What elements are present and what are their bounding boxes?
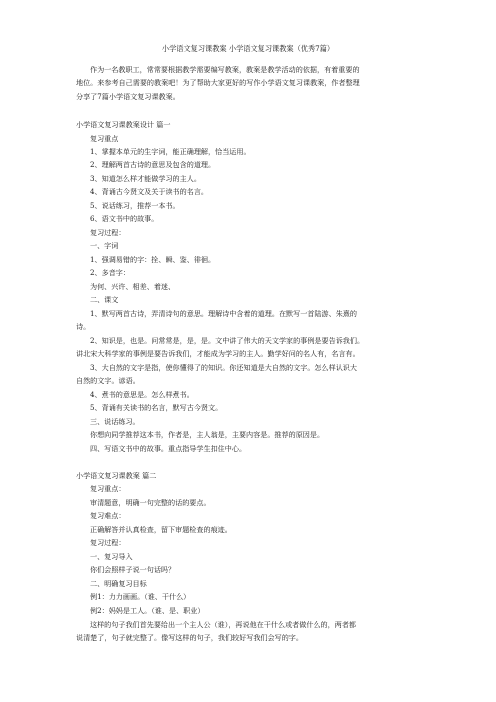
section1-line: 复习过程： [90, 228, 126, 237]
section2-line: 说清楚了，句子就完整了。像写这样的句子，我们较好写我们会写的字。 [76, 633, 303, 642]
section1-line: 3、知道怎么样才能做学习的主人。 [90, 174, 201, 183]
section1-line: 4、煮书的意思是。怎么样煮书。 [90, 390, 194, 399]
section1-line: 5、说话练习，推荐一本书。 [90, 201, 180, 210]
section2-line: 复习过程： [90, 538, 126, 547]
section1-line: 2、多音字： [90, 268, 130, 277]
section1-line: 自然的文字。谚语。 [76, 376, 140, 385]
section1-line: 2、理解两首古诗的意思及包含的道理。 [90, 160, 216, 169]
section2-line: 你们会照样子说一句话吗？ [90, 565, 176, 574]
document-title: 小学语文复习课教案 小学语文复习课教案（优秀7篇） [161, 44, 335, 53]
section1-line: 复习重点 [90, 134, 119, 143]
section1-line: 二、课文 [90, 295, 119, 304]
section2-line: 复习难点： [90, 511, 126, 520]
intro-line: 地位。来参考自己需要的教案吧！为了帮助大家更好的写作小学语文复习课教案，作者整理 [76, 78, 360, 87]
section2-line: 正确解答并认真检查，留下审题检查的痕迹。 [90, 525, 232, 534]
section1-line: 1、强调易错的字：拴、瞬、鉴、徘徊。 [90, 255, 216, 264]
section2-line: 例1：力力画画。（谁、干什么） [90, 592, 191, 601]
section1-line: 讲北宋大科学家的事例是要告诉我们，才能成为学习的主人。勤学好问的名人有，名言有。 [76, 349, 360, 358]
section1-line: 3、大自然的文字是指，使你懂得了的知识。你还知道是大自然的文字。怎么样认识大 [90, 363, 357, 372]
section1-line: 你想向同学推荐这本书，作者是，主人翁是，主要内容是。推荐的原因是。 [90, 430, 325, 439]
section1-line: 1、默写两首古诗，弄清诗句的意思。理解诗中含着的道理。在默写一首陆游、朱熹的 [90, 309, 357, 318]
section1-line: 2、知识是，也是。问常常是，是，是。文中讲了伟大的天文学家的事例是要告诉我们。 [90, 336, 365, 345]
intro-line: 作为一名教职工，常常要根据教学需要编写教案，教案是教学活动的依据，有着重要的 [90, 65, 360, 74]
section1-line: 诗。 [76, 322, 91, 331]
section2-line: 这样的句子我们首先要给出一个主人公（谁），再说他在干什么或者做什么的，两者都 [90, 620, 357, 629]
section1-line: 一、字词 [90, 241, 119, 250]
section1-line: 4、背诵古今贤文及关于读书的名言。 [90, 187, 209, 196]
section2-line: 复习重点： [90, 484, 126, 493]
section-heading: 小学语文复习课教案设计 篇一 [76, 120, 171, 129]
section1-line: 6、语文书中的故事。 [90, 214, 159, 223]
section1-line: 5、背诵有关读书的名言，默写古今贤文。 [90, 403, 223, 412]
section2-line: 一、复习导入 [90, 552, 133, 561]
section1-line: 1、掌握本单元的生字词，能正确理解，恰当运用。 [90, 147, 251, 156]
section1-line: 四、写语文书中的故事。重点指导学生扣住中心。 [90, 444, 247, 453]
section1-line: 为何、兴许、相差、着迷、 [90, 282, 176, 291]
section-heading: 小学语文复习课教案 篇二 [76, 471, 157, 480]
intro-line: 分享了7篇小学语文复习课教案。 [76, 92, 180, 101]
section2-line: 例2：妈妈是工人。（谁、是、职业） [90, 606, 205, 615]
section2-line: 审清题意，明确一句完整的话的要点。 [90, 498, 211, 507]
section2-line: 二、明确复习目标 [90, 579, 147, 588]
section1-line: 三、说话练习。 [90, 417, 140, 426]
